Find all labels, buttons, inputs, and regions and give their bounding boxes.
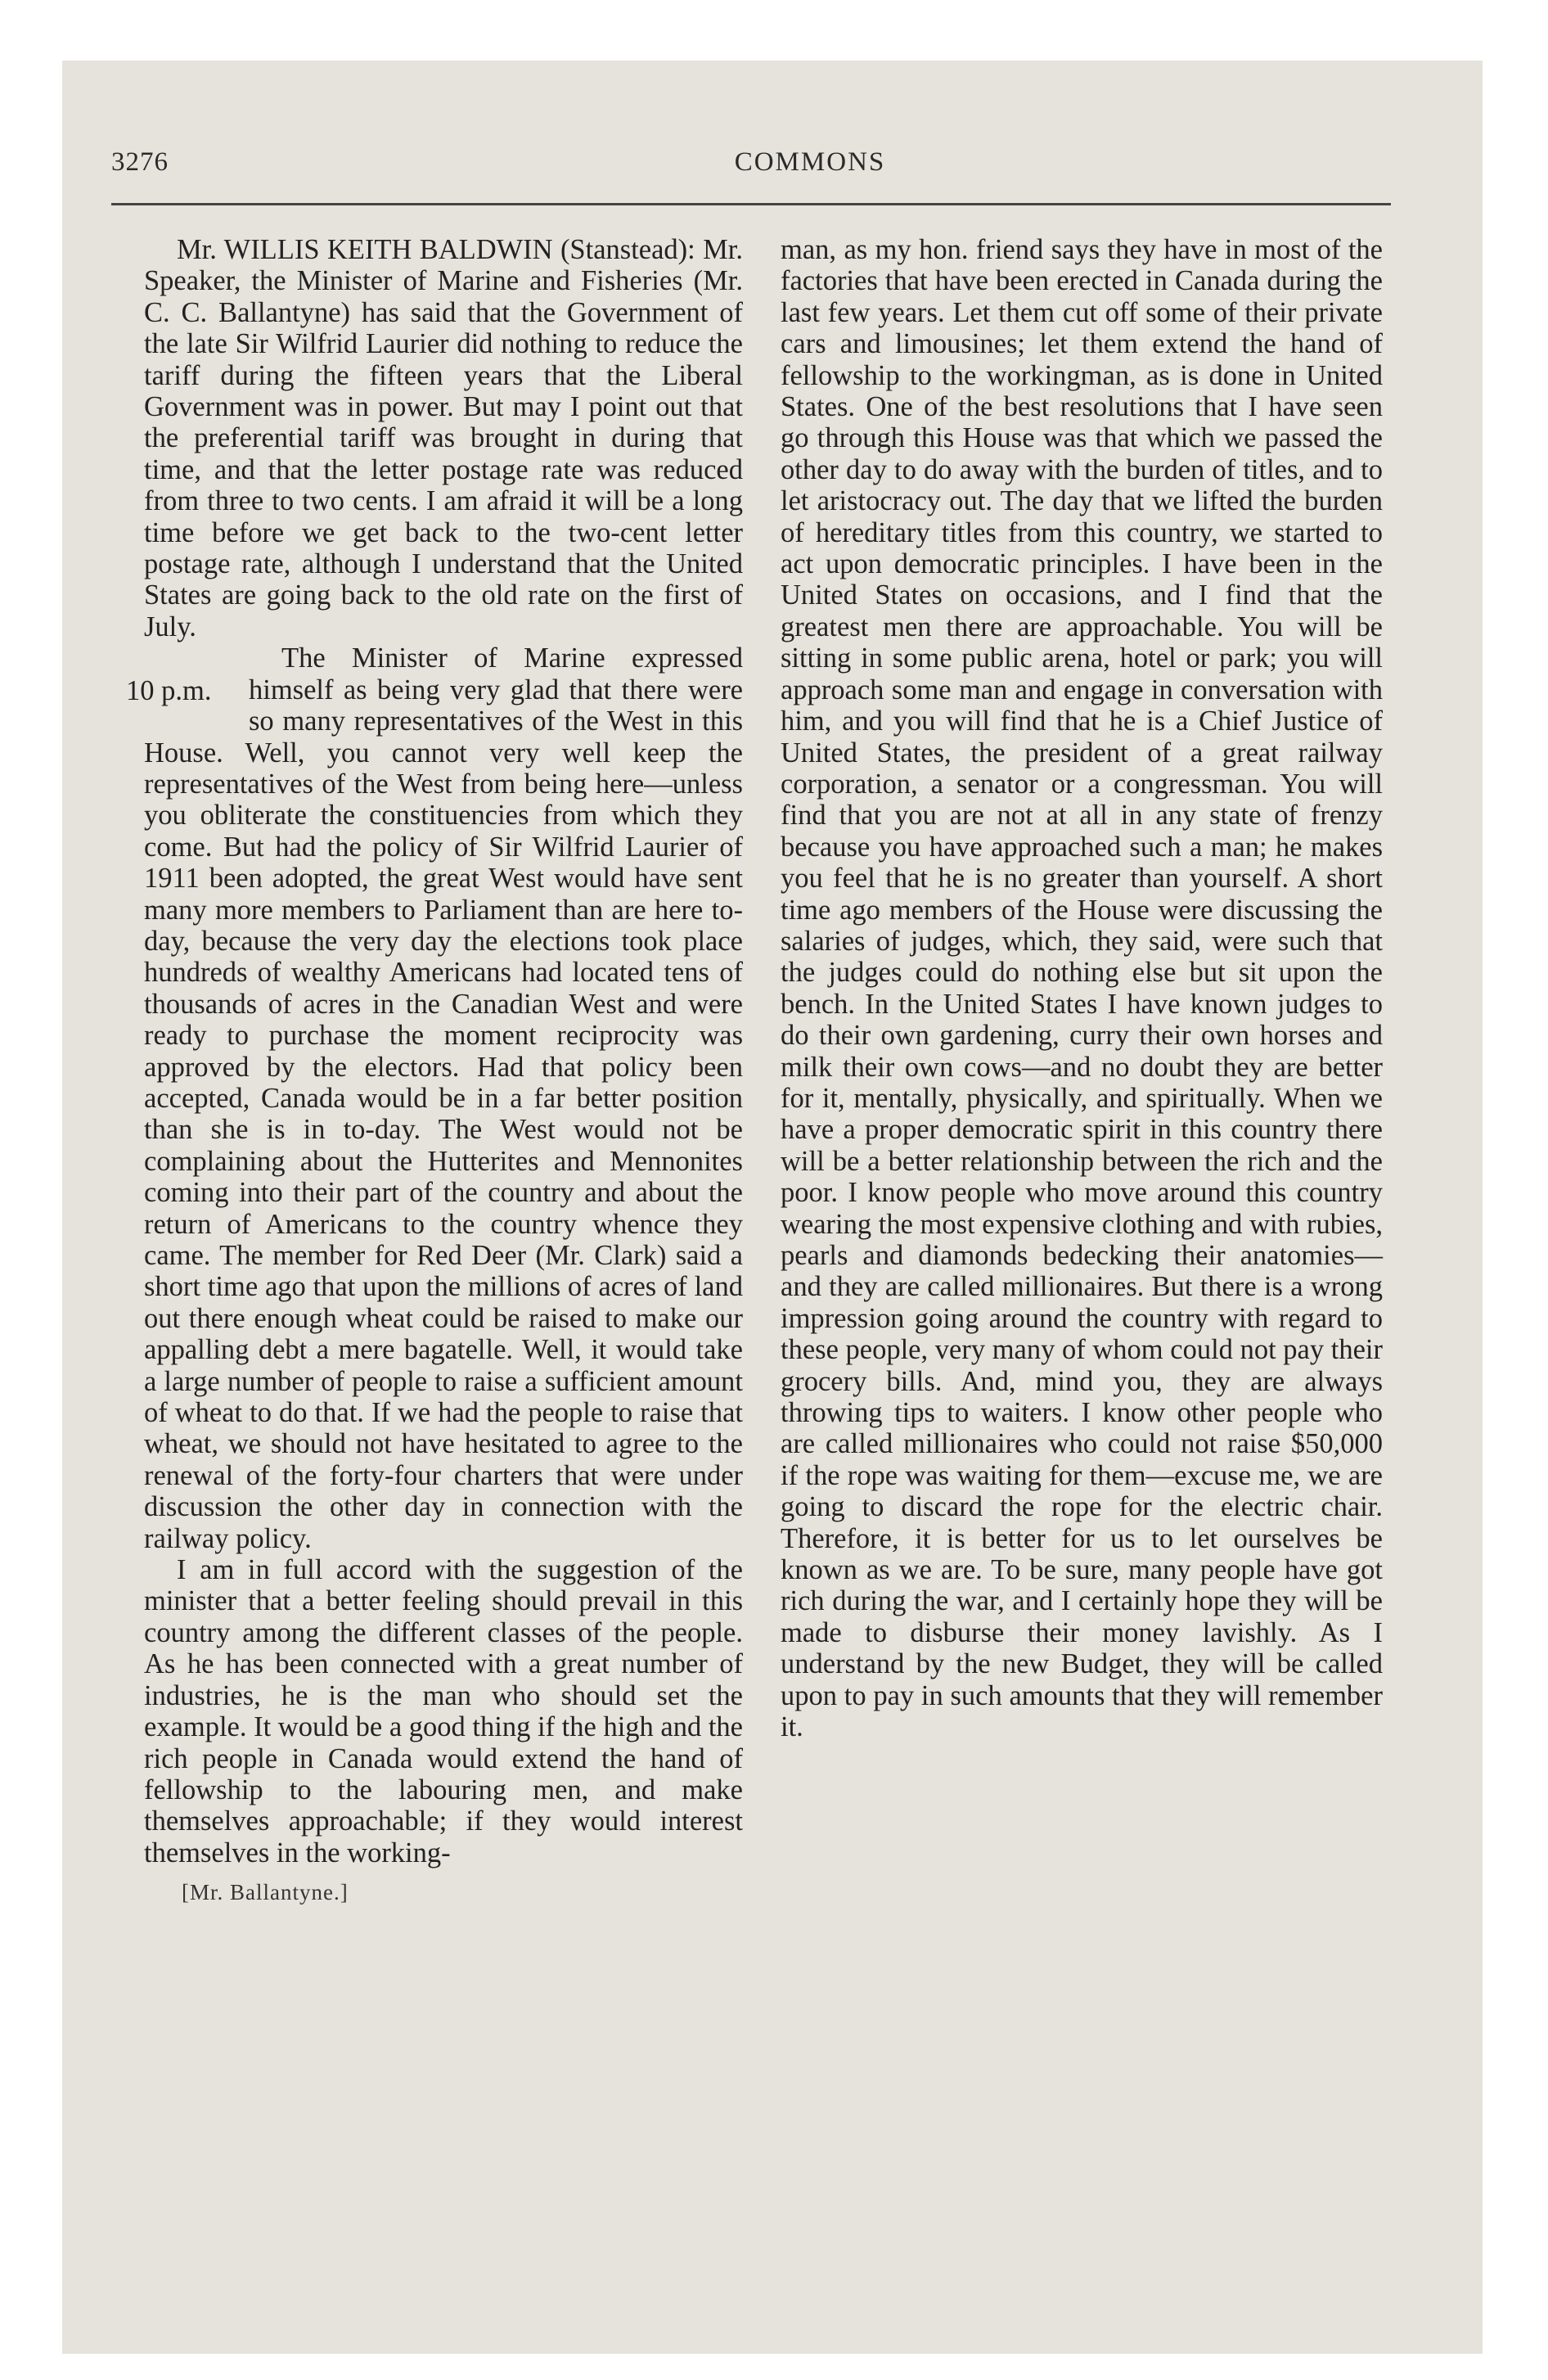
paragraph-baldwin-opening: Mr. WILLIS KEITH BALDWIN (Stanstead): Mr. Speaker, the Minister of Marine and Fisheries (Mr. C. C. Ballantyne) has said that the Government of the late Sir Wilfrid Laurier did nothing to reduce the tariff during the fifteen years that the Liberal Government was in power. But may I point out that the preferential tariff was brought in during that time, and that the letter postage rate was reduced from three to two cents. I am afraid it will be a long time before we get back to the two-cent letter postage rate, although I understand that the United States are going back to the old rate on the first of July. [144,234,743,642]
left-column [126,234,743,1868]
paragraph-better-feeling: I am in full accord with the suggestion of the minister that a better feeling should prevail in this country among the different classes of the people. As he has been connected with a great number of industries, he is the man who should set the example. It would be a good thing if the high and the rich people in Canada would extend the hand of fellowship to the labouring men, and make themselves approachable; if they would interest themselves in the working- [144,1554,743,1868]
paragraph-continuation: man, as my hon. friend says they have in most of the factories that have been erected in Canada during the last few years. Let them cut off some of their private cars and limousines; let them extend the hand of fellowship to the workingman, as is done in United States. One of the best resolutions that I have seen go through this House was that which we passed the other day to do away with the burden of titles, and to let aristocracy out. The day that we lifted the burden of hereditary titles from this country, we started to act upon democratic principles. I have been in the United States on occasions, and I find that the greatest men there are approachable. You will be sitting in some public arena, hotel or park; you will approach some man and engage in conversation with him, and you will find that he is a Chief Justice of United States, the president of a great railway corporation, a senator or a congressman. You will find that you are not at all in any state of frenzy because you have approached such a man; he makes you feel that he is no greater than yourself. A short time ago members of the House were discussing the salaries of judges, which, they said, were such that the judges could do nothing else but sit upon the bench. In the United States I have known judges to do their own gardening, curry their own horses and milk their own cows—and no doubt they are better for it, mentally, physically, and spiritually. When we have a proper democratic spirit in this country there will be a better relationship between the rich and the poor. I know people who move around this country wearing the most expensive clothing and with rubies, pearls and diamonds bedecking their anatomies—and they are called millionaires. But there is a wrong impression going around the country with regard to these people, very many of whom could not pay their grocery bills. And, mind you, they are always throwing tips to waiters. I know other people who are called millionaires who could not raise $50,000 if the rope was waiting for them—excuse me, we are going to discard the rope for the electric chair. Therefore, it is better for us to let ourselves be known as we are. To be sure, many people have got rich during the war, and I certainly hope they will be made to disburse their money lavishly. As I understand by the new Budget, they will be called upon to pay in such amounts that they will remember it. [781,234,1383,1743]
paragraph-west-representatives: The Minister of Marine expressed himself as being very glad that there were so many representatives of the West in this House. Well, you cannot very well keep the representatives of the West from being here—unless you obliterate the constituencies from which they come. But had the policy of Sir Wilfrid Laurier of 1911 been adopted, the great West would have sent many more members to Parliament than are here to-day, because the very day the elections took place hundreds of wealthy Americans had located tens of thousands of acres in the Canadian West and were ready to purchase the moment reciprocity was approved by the electors. Had that policy been accepted, Canada would be in a far better position than she is in to-day. The West would not be complaining about the Hutterites and Mennonites coming into their part of the country and about the return of Americans to the country whence they came. The member for Red Deer (Mr. Clark) said a short time ago that upon the millions of acres of land out there enough wheat could be raised to make our appalling debt a mere bagatelle. Well, it would take a large number of people to raise a sufficient amount of wheat to do that. If we had the people to raise that wheat, we should not have hesitated to agree to the renewal of the forty-four charters that were under discussion the other day in connection with the railway policy. [144,642,743,1554]
right-column [781,234,1383,1743]
page-number: 3276 [111,147,169,177]
speaker-attribution: [Mr. Ballantyne.] [182,1880,349,1904]
time-marginal-note: 10 p.m. [126,675,212,707]
running-head: COMMONS [734,147,886,177]
header-rule [111,203,1391,205]
